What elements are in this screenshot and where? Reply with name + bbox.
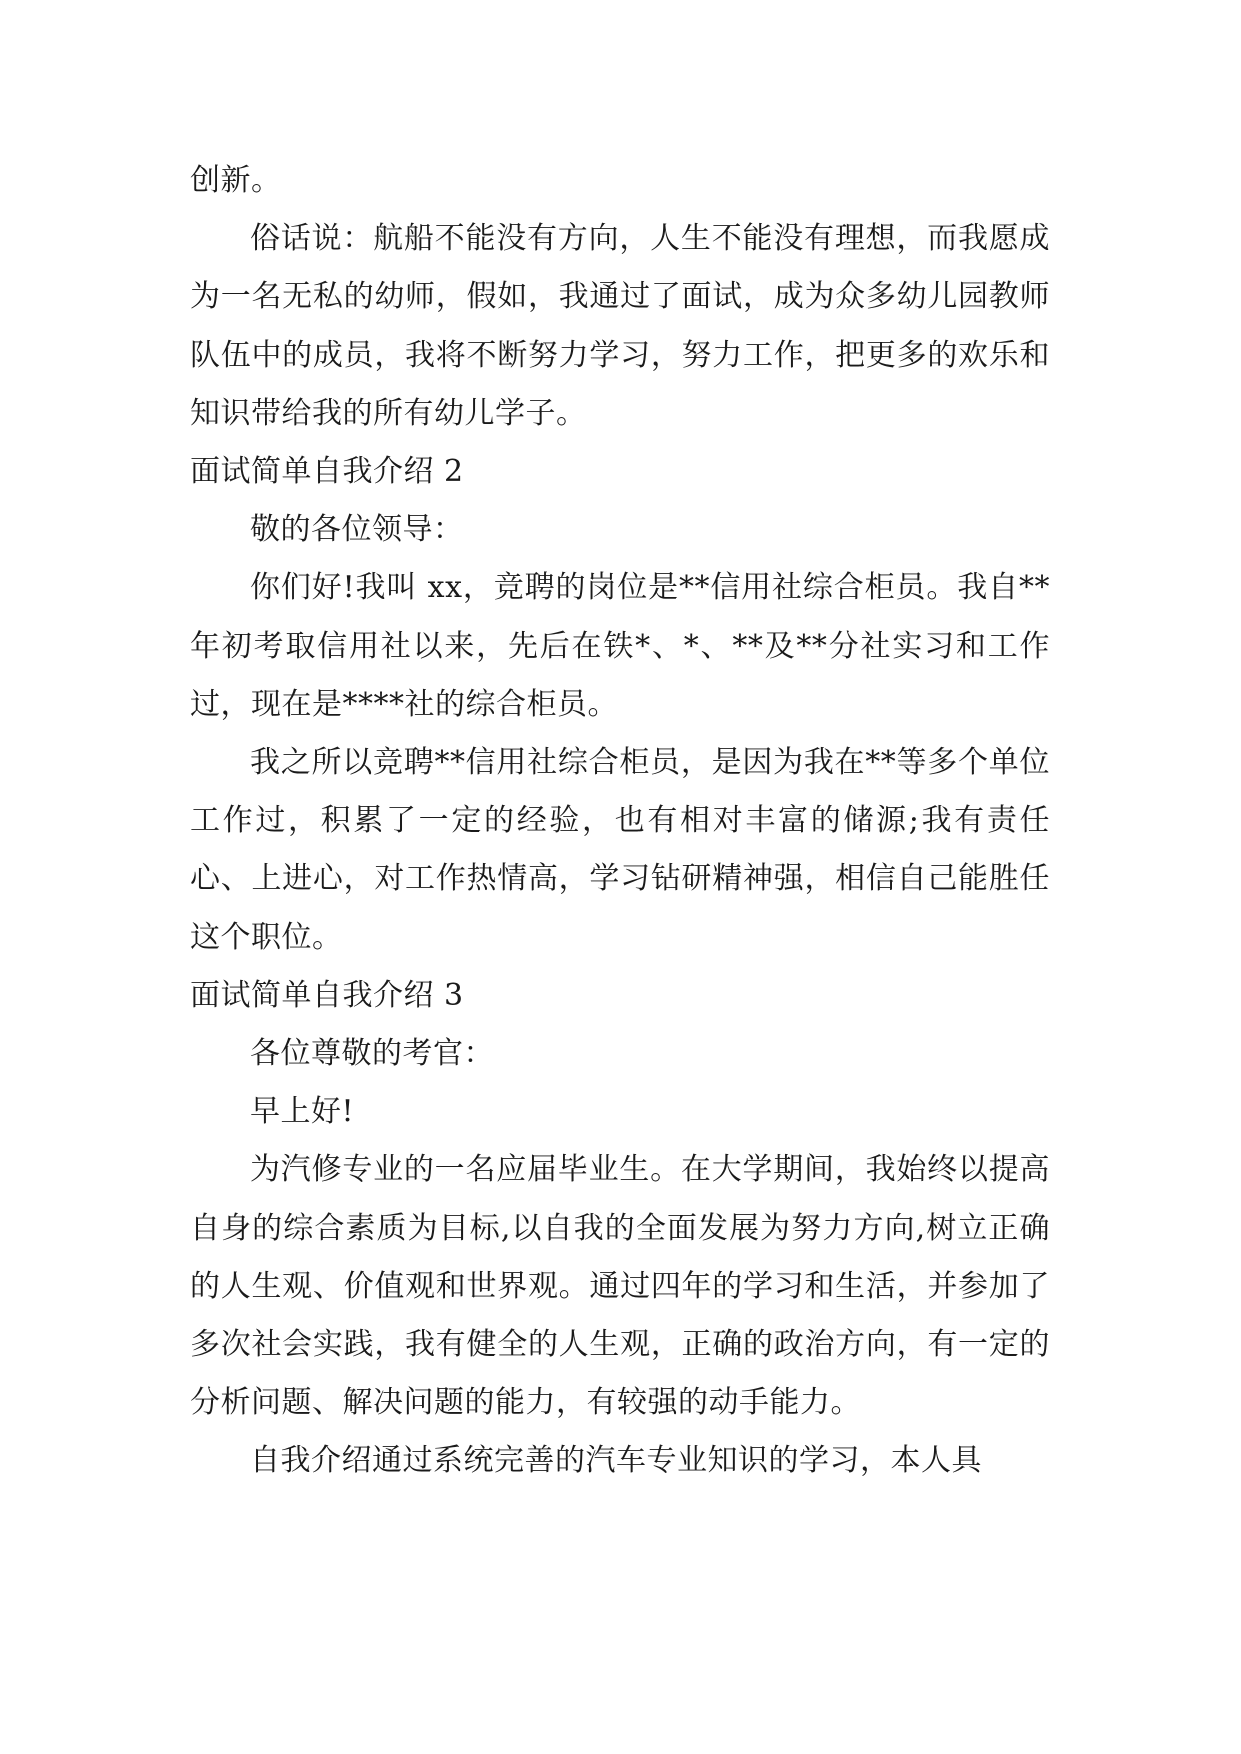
salutation: 敬的各位领导： [250, 512, 464, 548]
paragraph: 自我介绍通过系统完善的汽车专业知识的学习，本人具 [250, 1443, 982, 1479]
section-heading: 面试简单自我介绍 2 [190, 454, 464, 490]
paragraph: 为汽修专业的一名应届毕业生。在大学期间，我始终以提高自身的综合素质为目标,以自我的全面发展为努力方向,树立正确的人生观、价值观和世界观。通过四年的学习和生活，并参加了多次社会实践，我有健全的人生观，正确的政治方向，有一定的分析问题、解决问题的能力，有较强的动手能力。 [190, 1152, 1050, 1421]
document-page [190, 152, 1050, 1491]
paragraph: 我之所以竞聘**信用社综合柜员，是因为我在**等多个单位工作过，积累了一定的经验，也有相对丰富的储源;我有责任心、上进心，对工作热情高，学习钻研精神强，相信自己能胜任这个职位。 [190, 745, 1050, 955]
greeting: 早上好! [250, 1094, 355, 1130]
paragraph: 你们好!我叫 xx，竞聘的岗位是**信用社综合柜员。我自**年初考取信用社以来，先后在铁*、*、**及**分社实习和工作过，现在是****社的综合柜员。 [190, 570, 1050, 722]
paragraph: 俗话说：航船不能没有方向，人生不能没有理想，而我愿成为一名无私的幼师，假如，我通过了面试，成为众多幼儿园教师队伍中的成员，我将不断努力学习，努力工作，把更多的欢乐和知识带给我的所有幼儿学子。 [190, 221, 1050, 431]
salutation: 各位尊敬的考官： [250, 1036, 494, 1072]
section-heading: 面试简单自我介绍 3 [190, 977, 464, 1013]
paragraph: 创新。 [190, 163, 282, 198]
